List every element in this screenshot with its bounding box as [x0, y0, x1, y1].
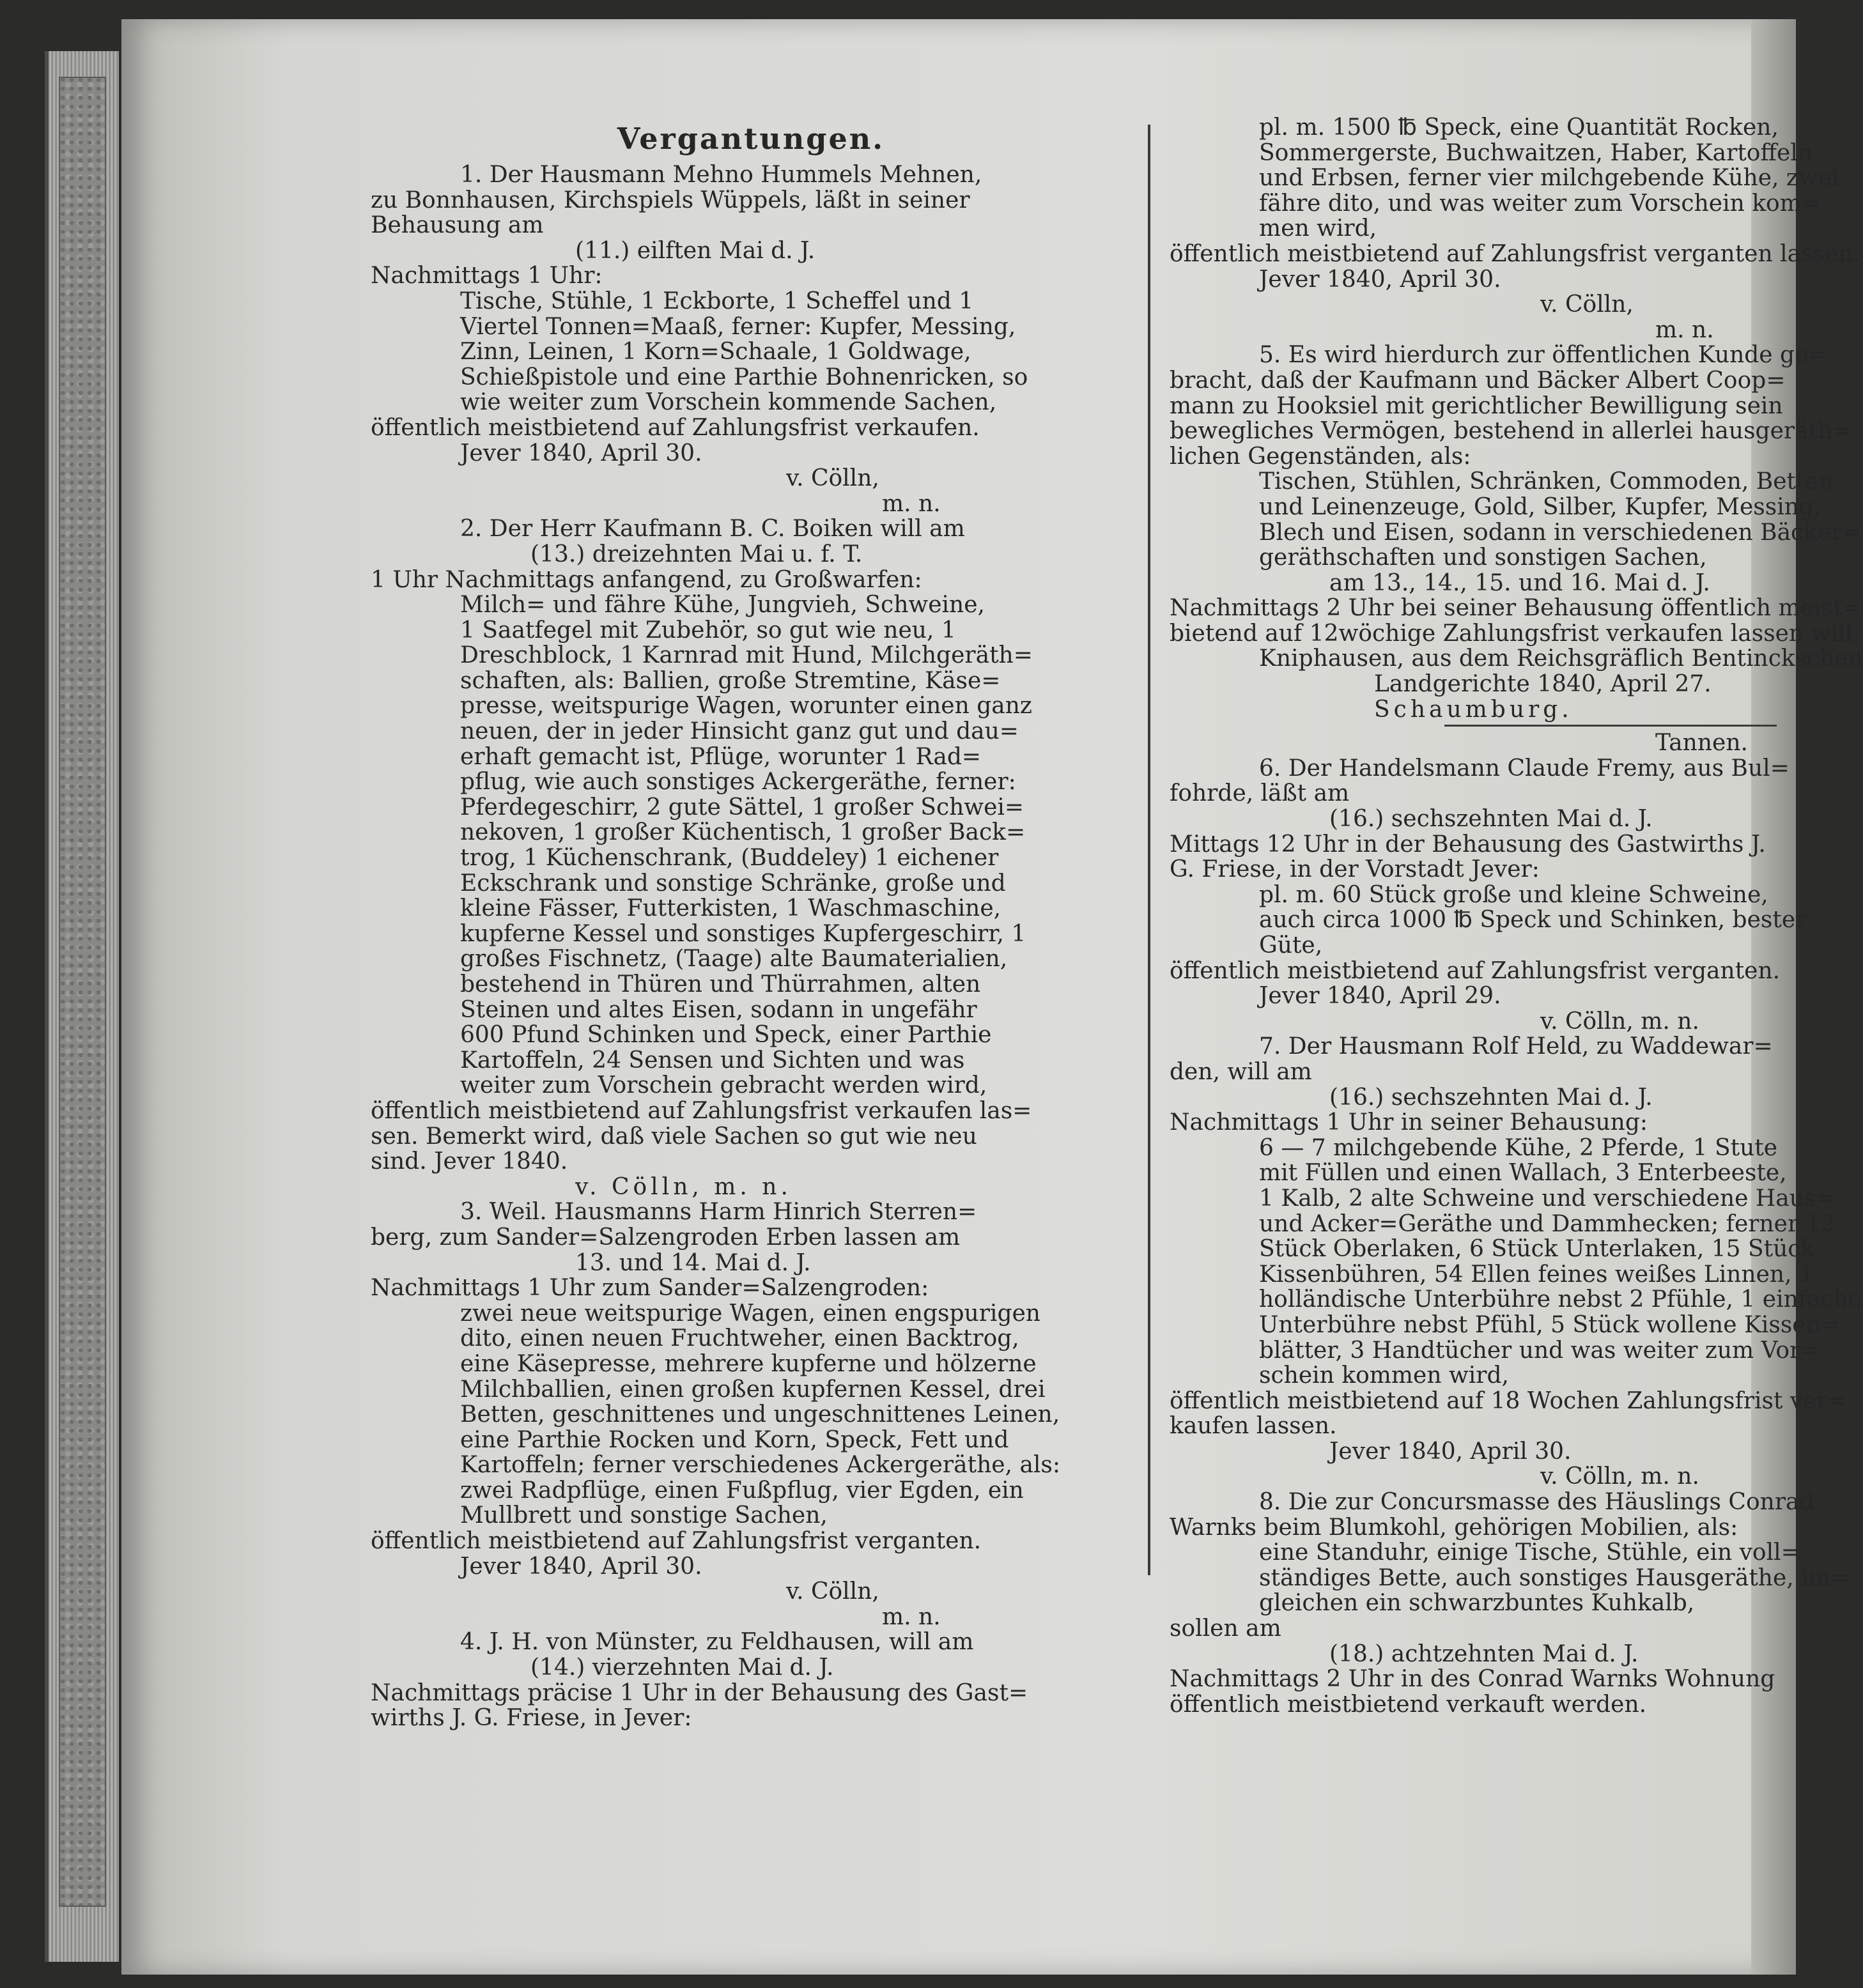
text-line: berg, zum Sander=Salzengroden Erben lassen am — [371, 1224, 961, 1251]
date-line: (11.) eilften Mai d. J. — [575, 237, 816, 264]
text-line: öffentlich meistbietend auf Zahlungsfrist verganten lassen. — [1170, 240, 1860, 267]
section-heading: Vergantungen. — [617, 121, 885, 156]
date-line: (16.) sechszehnten Mai d. J. — [1329, 1084, 1653, 1111]
text-line: Behausung am — [371, 212, 544, 239]
text-line: 1. Der Hausmann Mehno Hummels Mehnen, — [460, 162, 982, 188]
date-line: (14.) vierzehnten Mai d. J. — [530, 1654, 834, 1681]
entry-4 — [371, 1630, 1131, 1730]
text-line: pflug, wie auch sonstiges Ackergeräthe, ferner: — [460, 769, 1016, 796]
signature: v. Cölln, — [786, 465, 879, 492]
text-line: 5. Es wird hierdurch zur öffentlichen Kunde ge= — [1259, 342, 1828, 369]
text-line: Steinen und altes Eisen, sodann in ungefähr — [460, 996, 977, 1023]
place-date: Jever 1840, April 30. — [1329, 1438, 1572, 1465]
right-column — [1170, 114, 1863, 1718]
text-line: Tische, Stühle, 1 Eckborte, 1 Scheffel und 1 — [460, 288, 974, 314]
text-line: wirths J. G. Friese, in Jever: — [371, 1705, 692, 1732]
text-line: eine Käsepresse, mehrere kupferne und hölzerne — [460, 1350, 1037, 1377]
text-line: Kniphausen, aus dem Reichsgräflich Bentinckschen — [1259, 645, 1863, 672]
text-line: Nachmittags 1 Uhr zum Sander=Salzengroden: — [371, 1275, 929, 1302]
entry-6 — [1170, 755, 1807, 1035]
text-line: Blech und Eisen, sodann in verschiedenen Bäcker= — [1259, 519, 1862, 546]
text-line: Warnks beim Blumkohl, gehörigen Mobilien, als: — [1170, 1514, 1738, 1541]
text-line: Kartoffeln; ferner verschiedenes Ackergeräthe, als: — [460, 1452, 1061, 1479]
signature: Schaumburg. — [1374, 696, 1573, 723]
text-line: pl. m. 60 Stück große und kleine Schweine, — [1259, 881, 1768, 908]
text-line: Nachmittags 2 Uhr bei seiner Behausung öffentlich meist= — [1170, 595, 1862, 622]
text-line: bracht, daß der Kaufmann und Bäcker Albert Coop= — [1170, 367, 1786, 394]
text-line: kaufen lassen. — [1170, 1413, 1337, 1440]
text-line: G. Friese, in der Vorstadt Jever: — [1170, 856, 1540, 883]
text-line: Schießpistole und eine Parthie Bohnenricken, so — [460, 364, 1028, 390]
text-line: sind. Jever 1840. — [371, 1148, 568, 1175]
place-date: Landgerichte 1840, April 27. — [1374, 671, 1712, 698]
text-line: mann zu Hooksiel mit gerichtlicher Bewilligung sein — [1170, 392, 1783, 419]
date-line: 13. und 14. Mai d. J. — [575, 1249, 811, 1276]
text-line: zwei neue weitspurige Wagen, einen engspurigen — [460, 1300, 1040, 1327]
text-line: nekoven, 1 großer Küchentisch, 1 großer Back= — [460, 819, 1026, 846]
text-line: ständiges Bette, auch sonstiges Hausgeräthe, im= — [1259, 1564, 1850, 1591]
signature: v. Cölln, m. n. — [575, 1173, 792, 1200]
text-line: Kartoffeln, 24 Sensen und Sichten und was — [460, 1047, 965, 1074]
text-line: Betten, geschnittenes und ungeschnittenes Leinen, — [460, 1401, 1060, 1428]
text-line: öffentlich meistbietend verkauft werden. — [1170, 1691, 1647, 1718]
text-line: Güte, — [1259, 932, 1323, 959]
text-line: trog, 1 Küchenschrank, (Buddeley) 1 eichener — [460, 845, 999, 872]
text-line: Tischen, Stühlen, Schränken, Commoden, Betten — [1259, 468, 1834, 495]
place-date: Jever 1840, April 30. — [460, 1553, 702, 1580]
place-date: Jever 1840, April 30. — [460, 440, 702, 466]
text-line: sen. Bemerkt wird, daß viele Sachen so gut wie neu — [371, 1123, 977, 1150]
text-line: und Acker=Geräthe und Dammhecken; ferner 12 — [1259, 1210, 1836, 1237]
date-line: (16.) sechszehnten Mai d. J. — [1329, 806, 1653, 833]
text-line: eine Parthie Rocken und Korn, Speck, Fett und — [460, 1426, 1009, 1453]
text-line: 2. Der Herr Kaufmann B. C. Boiken will am — [460, 516, 965, 543]
text-line: fähre dito, und was weiter zum Vorschein kom= — [1259, 190, 1821, 217]
text-line: wie weiter zum Vorschein kommende Sachen, — [460, 389, 997, 416]
entry-1 — [371, 162, 1131, 516]
text-line: Stück Oberlaken, 6 Stück Unterlaken, 15 Stück — [1259, 1236, 1815, 1263]
text-line: 6. Der Handelsmann Claude Fremy, aus Bul= — [1259, 755, 1790, 782]
date-line: am 13., 14., 15. und 16. Mai d. J. — [1329, 569, 1710, 596]
entry-5 — [1170, 342, 1863, 757]
text-line: öffentlich meistbietend auf Zahlungsfrist verganten. — [371, 1528, 982, 1555]
text-line: 3. Weil. Hausmanns Harm Hinrich Sterren= — [460, 1199, 977, 1226]
text-line: schaften, als: Ballien, große Stremtine, Käse= — [460, 667, 1001, 694]
text-line: 6 — 7 milchgebende Kühe, 2 Pferde, 1 Stute — [1259, 1134, 1778, 1161]
left-column — [371, 121, 1131, 1731]
text-line: 8. Die zur Concursmasse des Häuslings Conrad — [1259, 1489, 1814, 1516]
text-line: öffentlich meistbietend auf Zahlungsfrist verkaufen. — [371, 414, 980, 441]
text-line: Milchballien, einen großen kupfernen Kessel, drei — [460, 1376, 1046, 1403]
entry-2 — [371, 516, 1131, 1199]
text-line: und Erbsen, ferner vier milchgebende Kühe, zwei — [1259, 165, 1839, 192]
place-date: Jever 1840, April 30. — [1259, 266, 1501, 293]
marbled-page-edge — [59, 77, 106, 1907]
text-line: presse, weitspurige Wagen, worunter einen ganz — [460, 693, 1032, 720]
section-rule — [1444, 725, 1777, 727]
text-line: auch circa 1000 ℔ Speck und Schinken, bester — [1259, 907, 1807, 934]
text-line: gleichen ein schwarzbuntes Kuhkalb, — [1259, 1590, 1695, 1617]
signature: v. Cölln, — [1540, 291, 1634, 318]
text-line: pl. m. 1500 ℔ Speck, eine Quantität Rocken, — [1259, 114, 1779, 141]
text-line: weiter zum Vorschein gebracht werden wird, — [460, 1072, 987, 1099]
text-line: neuen, der in jeder Hinsicht ganz gut und dau= — [460, 718, 1019, 745]
text-line: Viertel Tonnen=Maaß, ferner: Kupfer, Messing, — [460, 313, 1016, 340]
text-line: eine Standuhr, einige Tische, Stühle, ein voll= — [1259, 1539, 1800, 1566]
text-line: sollen am — [1170, 1615, 1281, 1642]
text-line: 4. J. H. von Münster, zu Feldhausen, will am — [460, 1629, 974, 1656]
text-line: Mittags 12 Uhr in der Behausung des Gastwirths J. — [1170, 831, 1766, 858]
text-line: blätter, 3 Handtücher und was weiter zum Vor= — [1259, 1337, 1820, 1364]
text-line: men wird, — [1259, 215, 1377, 242]
date-line: (18.) achtzehnten Mai d. J. — [1329, 1640, 1639, 1667]
text-line: bestehend in Thüren und Thürrahmen, alten — [460, 971, 981, 998]
text-line: den, will am — [1170, 1058, 1312, 1085]
place-date: Jever 1840, April 29. — [1259, 983, 1501, 1010]
text-line: Nachmittags präcise 1 Uhr in der Behausung des Gast= — [371, 1679, 1028, 1706]
text-line: Milch= und fähre Kühe, Jungvieh, Schweine, — [460, 592, 985, 619]
text-line: holländische Unterbühre nebst 2 Pfühle, 1 einfache — [1259, 1286, 1862, 1313]
column-divider — [1148, 125, 1150, 1575]
text-line: Zinn, Leinen, 1 Korn=Schaale, 1 Goldwage, — [460, 339, 971, 366]
text-line: Eckschrank und sonstige Schränke, große und — [460, 870, 1006, 897]
text-line: bewegliches Vermögen, bestehend in allerlei hausgeräth= — [1170, 418, 1852, 445]
text-line: 1 Saatfegel mit Zubehör, so gut wie neu, 1 — [460, 617, 956, 643]
text-line: zwei Radpflüge, einen Fußpflug, vier Egden, ein — [460, 1477, 1024, 1504]
text-line: öffentlich meistbietend auf 18 Wochen Zahlungsfrist ver= — [1170, 1387, 1847, 1414]
text-line: öffentlich meistbietend auf Zahlungsfrist verkaufen las= — [371, 1097, 1032, 1124]
signature: v. Cölln, — [786, 1578, 879, 1605]
text-line: mit Füllen und einen Wallach, 3 Enterbeeste, — [1259, 1160, 1787, 1187]
text-line: 1 Uhr Nachmittags anfangend, zu Großwarfen: — [371, 566, 922, 593]
text-line: Kissenbühren, 54 Ellen feines weißes Linnen, 1 — [1259, 1261, 1814, 1288]
date-line: (13.) dreizehnten Mai u. f. T. — [530, 541, 863, 567]
text-line: Mullbrett und sonstige Sachen, — [460, 1502, 828, 1529]
text-line: lichen Gegenständen, als: — [1170, 443, 1471, 470]
text-line: 1 Kalb, 2 alte Schweine und verschiedene Haus= — [1259, 1185, 1836, 1212]
entry-8 — [1170, 1489, 1850, 1718]
text-line: und Leinenzeuge, Gold, Silber, Kupfer, Messing, — [1259, 493, 1821, 520]
text-line: dito, einen neuen Fruchtweher, einen Backtrog, — [460, 1325, 1019, 1352]
entry-7 — [1170, 1033, 1862, 1490]
entry-4-continued — [1170, 114, 1860, 343]
text-line: großes Fischnetz, (Taage) alte Baumaterialien, — [460, 946, 1008, 973]
text-line: schein kommen wird, — [1259, 1362, 1509, 1389]
text-line: öffentlich meistbietend auf Zahlungsfrist verganten. — [1170, 957, 1781, 984]
text-line: 7. Der Hausmann Rolf Held, zu Waddewar= — [1259, 1033, 1773, 1060]
text-line: erhaft gemacht ist, Pflüge, worunter 1 Rad= — [460, 743, 982, 770]
text-line: Unterbühre nebst Pfühl, 5 Stück wollene Kissen= — [1259, 1311, 1840, 1338]
signature: m. n. — [882, 490, 941, 517]
text-line: zu Bonnhausen, Kirchspiels Wüppels, läßt in seiner — [371, 187, 970, 213]
text-line: Nachmittags 1 Uhr: — [371, 263, 603, 289]
text-line: Sommergerste, Buchwaitzen, Haber, Kartoffeln — [1259, 139, 1813, 166]
signature: v. Cölln, m. n. — [1540, 1008, 1699, 1035]
text-line: Dreschblock, 1 Karnrad mit Hund, Milchgeräth= — [460, 642, 1033, 669]
signature: m. n. — [1655, 316, 1714, 343]
text-line: Nachmittags 1 Uhr in seiner Behausung: — [1170, 1109, 1648, 1136]
signature: m. n. — [882, 1603, 941, 1630]
text-line: kleine Fässer, Futterkisten, 1 Waschmaschine, — [460, 895, 1001, 922]
text-line: 600 Pfund Schinken und Speck, einer Parthie — [460, 1022, 992, 1049]
text-line: bietend auf 12wöchige Zahlungsfrist verkaufen lassen will. — [1170, 620, 1860, 647]
text-line: Nachmittags 2 Uhr in des Conrad Warnks Wohnung — [1170, 1666, 1775, 1693]
text-line: geräthschaften und sonstigen Sachen, — [1259, 544, 1707, 571]
text-line: kupferne Kessel und sonstiges Kupfergeschirr, 1 — [460, 920, 1026, 947]
text-line: fohrde, läßt am — [1170, 780, 1350, 807]
text-line: Pferdegeschirr, 2 gute Sättel, 1 großer Schwei= — [460, 794, 1024, 821]
signature: Tannen. — [1655, 730, 1748, 757]
entry-3 — [371, 1199, 1131, 1630]
signature: v. Cölln, m. n. — [1540, 1463, 1699, 1490]
